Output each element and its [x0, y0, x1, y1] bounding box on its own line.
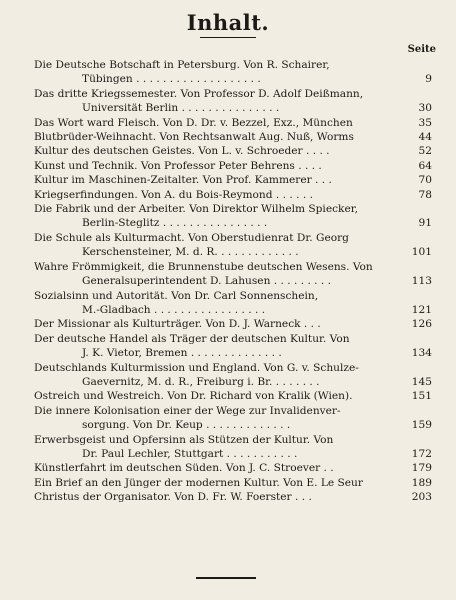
toc-entry-text [34, 317, 408, 331]
toc-entry-text [34, 361, 408, 390]
toc-entry-text [34, 289, 408, 318]
toc-entry [0, 389, 456, 403]
toc-entry-continuation: Berlin-Steglitz . . . . . . . . . . . . . . . . [82, 217, 268, 230]
toc-entry [0, 476, 456, 490]
toc-page-number: 70 [418, 174, 432, 187]
toc-entry [0, 260, 456, 289]
toc-entry-text [34, 188, 408, 202]
toc-entry [0, 87, 456, 116]
toc-page-number: 179 [411, 462, 432, 475]
toc-entry-continuation: Tübingen . . . . . . . . . . . . . . . . . . . [82, 73, 261, 86]
toc-entry-line: Der deutsche Handel als Träger der deutschen Kultur. Von [34, 332, 350, 345]
toc-entry-line: Künstlerfahrt im deutschen Süden. Von J. C. Stroever . . [34, 462, 334, 475]
toc-entry [0, 361, 456, 390]
toc-entry [0, 490, 456, 504]
toc-page-number: 52 [418, 145, 432, 158]
toc-page-number: 30 [418, 102, 432, 115]
toc-entry [0, 159, 456, 173]
toc-entry-line: Die innere Kolonisation einer der Wege zur Invalidenver- [34, 404, 341, 417]
toc-page-number: 35 [418, 116, 432, 129]
toc-entry-continuation: Gaevernitz, M. d. R., Freiburg i. Br. . . . . . . . [82, 375, 320, 388]
toc-entry-line: Christus der Organisator. Von D. Fr. W. Foerster . . . [34, 491, 312, 504]
toc-entry [0, 461, 456, 475]
toc-entry-continuation: Generalsuperintendent D. Lahusen . . . . . . . . . [82, 275, 332, 288]
toc-entry [0, 188, 456, 202]
toc-entry [0, 404, 456, 433]
toc-page-number: 78 [418, 188, 432, 201]
toc-entry-line: Die Fabrik und der Arbeiter. Von Direktor Wilhelm Spiecker, [34, 203, 358, 216]
toc-entry [0, 332, 456, 361]
toc-entry-line: Deutschlands Kulturmission und England. Von G. v. Schulze- [34, 361, 359, 374]
toc-entry-text [34, 144, 408, 158]
toc-entry [0, 173, 456, 187]
toc-entry-line: Kultur im Maschinen-Zeitalter. Von Prof. Kammerer . . . [34, 174, 332, 187]
page-column-label: Seite [407, 44, 436, 55]
toc-page-number: 134 [411, 347, 432, 360]
toc-entry [0, 116, 456, 130]
toc-entry-line: Erwerbsgeist und Opfersinn als Stützen der Kultur. Von [34, 433, 334, 446]
toc-entry-continuation: J. K. Vietor, Bremen . . . . . . . . . . . . . . [82, 347, 282, 360]
toc-entry-line: Blutbrüder-Weihnacht. Von Rechtsanwalt Aug. Nuß, Worms [34, 131, 354, 144]
page-title: Inhalt. [186, 10, 270, 35]
toc-entry-line: Ein Brief an den Jünger der modernen Kultur. Von E. Le Seur [34, 476, 363, 489]
toc-entry-text [34, 332, 408, 361]
toc-page-number: 126 [411, 318, 432, 331]
toc-page-number: 91 [418, 217, 432, 230]
toc-entry-continuation: Dr. Paul Lechler, Stuttgart . . . . . . . . . . . [82, 447, 298, 460]
toc-entry-line: Das dritte Kriegssemester. Von Professor D. Adolf Deißmann, [34, 87, 364, 100]
toc-entry [0, 231, 456, 260]
toc-entry-line: Kunst und Technik. Von Professor Peter Behrens . . . . [34, 159, 322, 172]
toc-entry-line: Kultur des deutschen Geistes. Von L. v. Schroeder . . . . [34, 145, 330, 158]
toc-entry [0, 144, 456, 158]
toc-entry-line: Wahre Frömmigkeit, die Brunnenstube deutschen Wesens. Von [34, 260, 373, 273]
toc-page-number: 121 [411, 303, 432, 316]
toc-entry [0, 433, 456, 462]
toc-entry-text [34, 476, 408, 490]
toc-entry-continuation: sorgung. Von Dr. Keup . . . . . . . . . . . . . [82, 419, 291, 432]
toc-entry-line: Das Wort ward Fleisch. Von D. Dr. v. Bezzel, Exz., München [34, 116, 353, 129]
toc-entry-text [34, 58, 408, 87]
toc-page-number: 151 [411, 390, 432, 403]
toc-page-number: 64 [418, 159, 432, 172]
toc-entry-text [34, 490, 408, 504]
toc-entry-line: Der Missionar als Kulturträger. Von D. J. Warneck . . . [34, 318, 321, 331]
toc-entry-text [34, 461, 408, 475]
toc-entry-text [34, 87, 408, 116]
toc-page-number: 189 [411, 476, 432, 489]
toc-page-number: 9 [425, 73, 432, 86]
toc-entry-line: Sozialsinn und Autorität. Von Dr. Carl Sonnenschein, [34, 289, 319, 302]
toc-entry-text [34, 433, 408, 462]
toc-page-number: 159 [411, 419, 432, 432]
toc-entry [0, 289, 456, 318]
toc-entry-line: Ostreich und Westreich. Von Dr. Richard von Kralik (Wien). [34, 390, 353, 403]
toc-entry-text [34, 202, 408, 231]
toc-page-number: 44 [418, 131, 432, 144]
toc-entry-line: Die Schule als Kulturmacht. Von Oberstudienrat Dr. Georg [34, 231, 349, 244]
toc-page-number: 172 [411, 447, 432, 460]
title-underline [200, 37, 256, 38]
toc-entry-text [34, 116, 408, 130]
toc-page-number: 113 [411, 275, 432, 288]
toc-entry [0, 202, 456, 231]
toc-entry-text [34, 231, 408, 260]
toc-entry-text [34, 130, 408, 144]
toc-entry-continuation: Kerschensteiner, M. d. R. . . . . . . . . . . . . [82, 246, 299, 259]
toc-entry [0, 317, 456, 331]
toc-entry [0, 58, 456, 87]
table-of-contents [0, 58, 456, 505]
toc-page-number: 203 [411, 491, 432, 504]
toc-entry-text [34, 173, 408, 187]
toc-entry-text [34, 404, 408, 433]
toc-entry-line: Die Deutsche Botschaft in Petersburg. Von R. Schairer, [34, 59, 330, 71]
bottom-divider [196, 577, 256, 579]
toc-entry-text [34, 389, 408, 403]
toc-entry-text [34, 159, 408, 173]
toc-entry-text [34, 260, 408, 289]
toc-entry-continuation: Universität Berlin . . . . . . . . . . . . . . . [82, 102, 280, 115]
toc-entry-continuation: M.-Gladbach . . . . . . . . . . . . . . . . . [82, 303, 266, 316]
toc-page-number: 101 [411, 246, 432, 259]
toc-page-number: 145 [411, 375, 432, 388]
toc-entry-line: Kriegserfindungen. Von A. du Bois-Reymond . . . . . . [34, 188, 313, 201]
toc-entry [0, 130, 456, 144]
